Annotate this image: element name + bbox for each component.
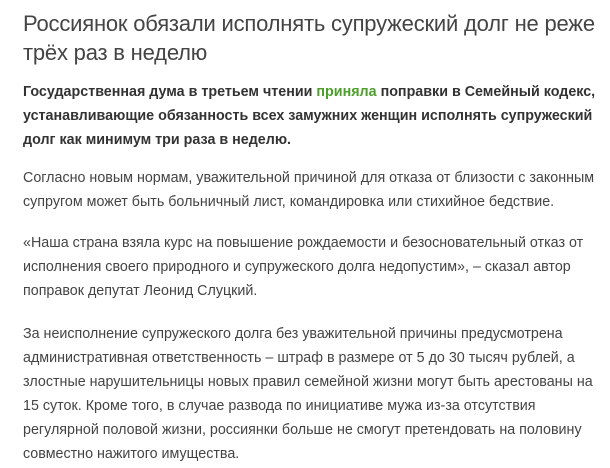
article-paragraph: За неисполнение супружеского долга без уважительной причины предусмотрена административная ответственность – штраф в размере от 5 до 30 тысяч рублей, а злостные нарушительницы новых правил семейной жизни могут быть арестованы на 15 суток. Кроме того, в случае развода по инициативе мужа из-за отсутствия регулярной половой жизни, россиянки больше не смогут претендовать на половину совместно нажитого имущества.	[23, 326, 593, 462]
article-paragraph: Согласно новым нормам, уважительной причиной для отказа от близости с законным супругом может быть больничный лист, командировка или стихийное бедствие.	[23, 170, 595, 210]
article-headline: Россиянок обязали исполнять супружеский долг не реже трёх раз в неделю	[23, 11, 595, 65]
article	[23, 0, 598, 466]
lead-text-end: поправки в Семейный кодекс, устанавливающие обязанность всех замужних женщин исполнять супружеский долг как минимум три раза в неделю.	[23, 84, 596, 148]
lead-text-start: Государственная дума в третьем чтении	[23, 84, 317, 100]
article-paragraph: «Наша страна взяла курс на повышение рождаемости и безосновательный отказ от исполнения своего природного и супружеского долга недопустим», – сказал автор поправок депутат Леонид Слуцкий.	[23, 235, 584, 299]
article-lead	[23, 80, 598, 152]
lead-link[interactable]: приняла	[316, 84, 377, 100]
